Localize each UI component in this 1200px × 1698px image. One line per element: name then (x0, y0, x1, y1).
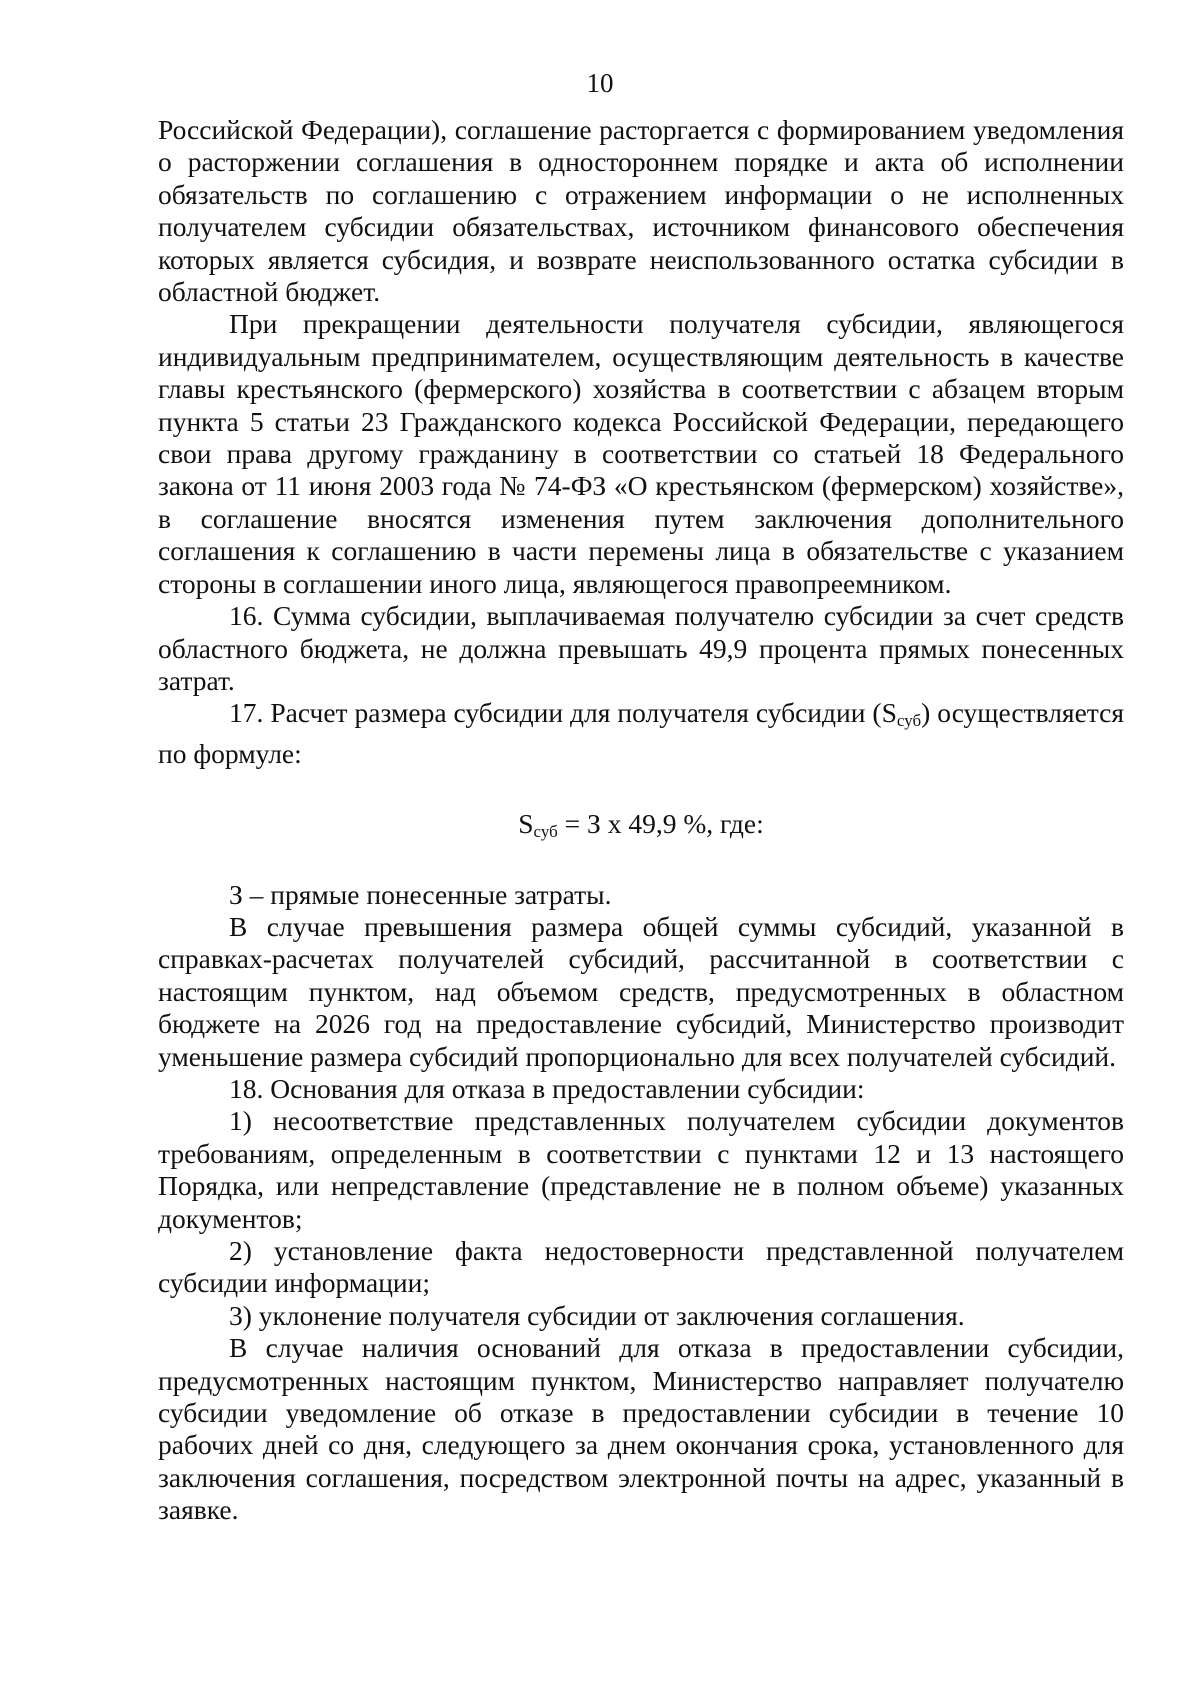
paragraph-17-calculation (158, 697, 1124, 770)
paragraph-17-subscript: суб (896, 711, 922, 731)
paragraph-farm-head-termination: При прекращении деятельности получателя субсидии, являющегося индивидуальным предпринимателем, осуществляющим деятельность в качестве главы крестьянского (фермерского) хозяйства в соответствии с абзацем вторым пункта 5 статьи 23 Гражданского кодекса Российской Федерации, передающего свои права другому гражданину в соответствии со статьей 18 Федерального закона от 11 июня 2003 года № 74-ФЗ «О крестьянском (фермерском) хозяйстве», в соглашение вносятся изменения путем заключения дополнительного соглашения к соглашению в части перемены лица в обязательстве с указанием стороны в соглашении иного лица, являющегося правопреемником. (158, 308, 1124, 599)
paragraph-17-text: 17. Расчет размера субсидии для получателя субсидии (S (229, 697, 897, 729)
list-item-refusal-2: 2) установление факта недостоверности представленной получателем субсидии информации; (158, 1235, 1124, 1299)
formula-symbol: S (518, 808, 534, 840)
formula-subscript: суб (533, 822, 558, 842)
document-body (158, 114, 1124, 1527)
list-item-refusal-1: 1) несоответствие представленных получателем субсидии документов требованиям, определенным в соответствии с пунктами 12 и 13 настоящего Порядка, или непредставление (представление не в полном объеме) указанных документов; (158, 1105, 1124, 1234)
page-number: 10 (586, 68, 614, 98)
list-item-refusal-3: 3) уклонение получателя субсидии от заключения соглашения. (229, 1299, 965, 1331)
subsidy-formula (158, 808, 1124, 848)
paragraph-refusal-notification: В случае наличия оснований для отказа в предоставлении субсидии, предусмотренных настоящим пунктом, Министерство направляет получателю субсидии уведомление об отказе в предоставлении субсидии в течение 10 рабочих дней со дня, следующего за днем окончания срока, установленного для заключения соглашения, посредством электронной почты на адрес, указанный в заявке. (158, 1332, 1124, 1526)
formula-expression: = З х 49,9 %, где: (557, 808, 764, 840)
paragraph-18-refusal-grounds: 18. Основания для отказа в предоставлении субсидии: (229, 1072, 865, 1104)
paragraph-proportional-reduction: В случае превышения размера общей суммы субсидий, указанной в справках-расчетах получателей субсидий, рассчитанной в соответствии с настоящим пунктом, над объемом средств, предусмотренных в областном бюджете на 2026 год на предоставление субсидий, Министерство производит уменьшение размера субсидий пропорционально для всех получателей субсидий. (158, 910, 1124, 1072)
paragraph-termination-continued: Российской Федерации), соглашение расторгается с формированием уведомления о расторжении соглашения в одностороннем порядке и акта об исполнении обязательств по соглашению с отражением информации о не исполненных получателем субсидии обязательствах, источником финансового обеспечения которых является субсидия, и возврате неиспользованного остатка субсидии в областной бюджет. (158, 114, 1124, 308)
paragraph-16-subsidy-limit: 16. Сумма субсидии, выплачиваемая получателю субсидии за счет средств областного бюджета, не должна превышать 49,9 процента прямых понесенных затрат. (158, 600, 1124, 696)
paragraph-17-text-end: ) осуществляется по формуле: (158, 697, 1124, 769)
paragraph-formula-legend: З – прямые понесенные затраты. (229, 878, 612, 910)
